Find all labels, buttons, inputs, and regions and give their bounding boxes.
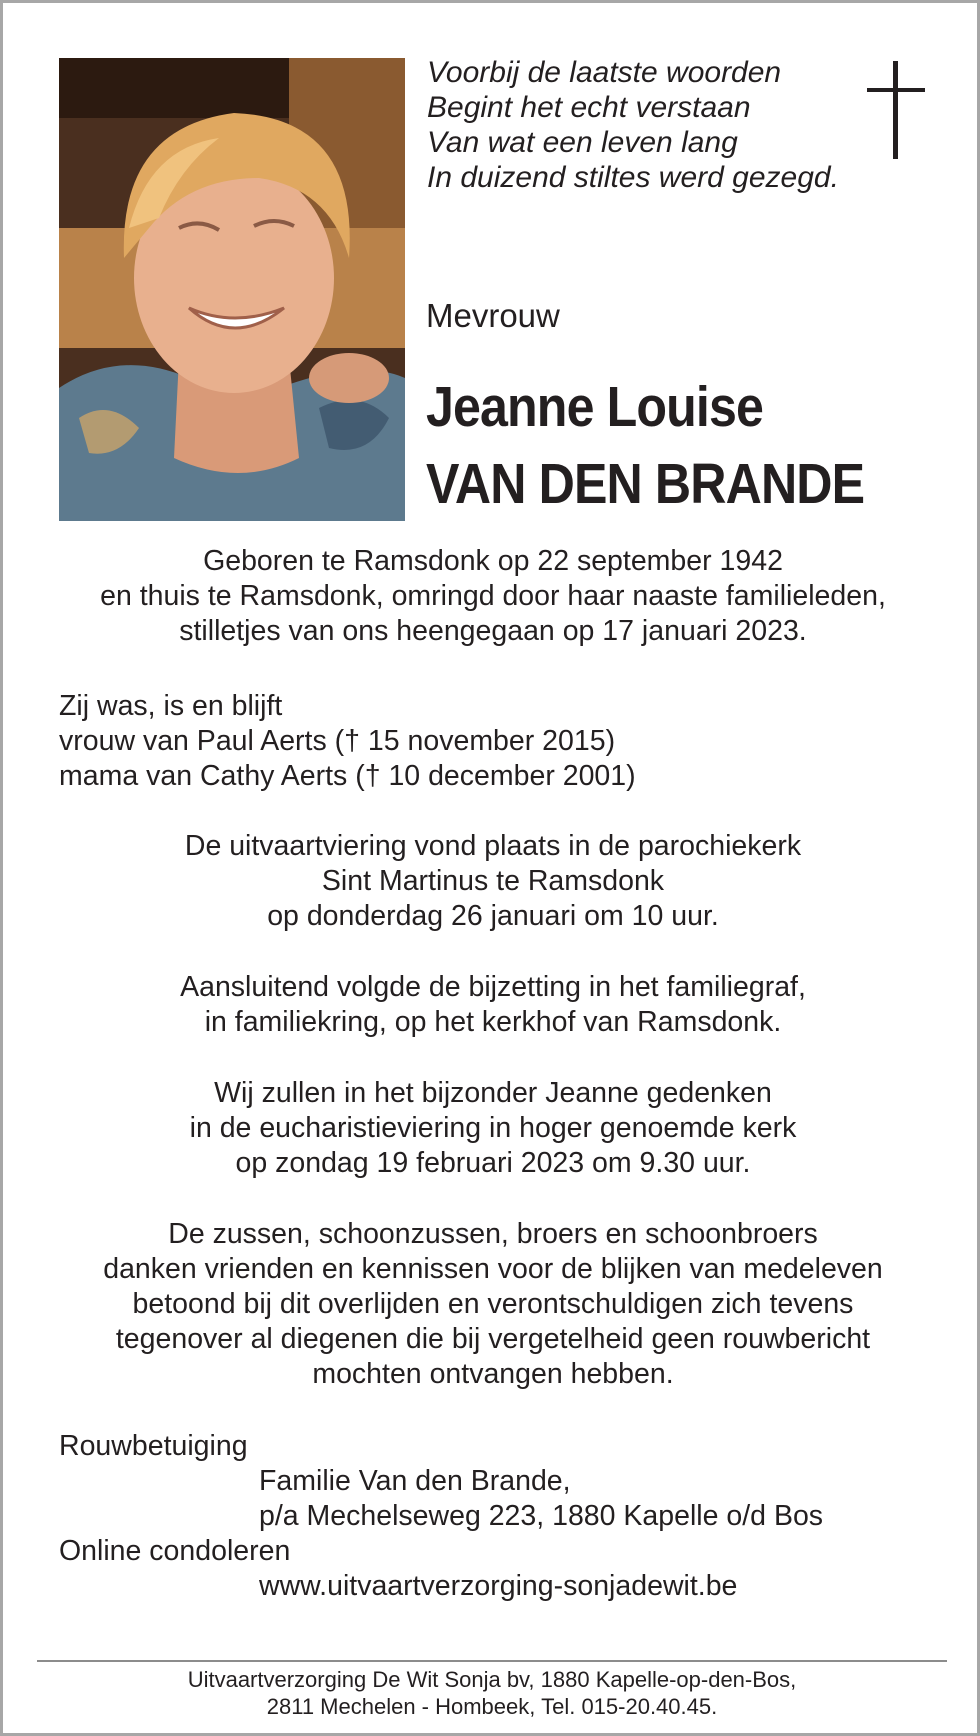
footer-divider (37, 1660, 947, 1662)
text-line: in de eucharistieviering in hoger genoemde kerk (189, 1112, 797, 1144)
poem-line: In duizend stiltes werd gezegd. (427, 161, 839, 194)
thanks-block (59, 1217, 927, 1392)
surname: VAN DEN BRANDE (426, 452, 865, 516)
text-line: en thuis te Ramsdonk, omringd door haar naaste familieleden, (100, 580, 886, 612)
text-line: De zussen, schoonzussen, broers en schoonbroers (168, 1218, 818, 1250)
poem (427, 55, 839, 195)
footer-line: 2811 Mechelen - Hombeek, Tel. 015-20.40.45. (266, 1694, 718, 1719)
text-line: mochten ontvangen hebben. (312, 1358, 674, 1390)
portrait-illustration (59, 58, 405, 521)
address-street: p/a Mechelseweg 223, 1880 Kapelle o/d Bos (259, 1500, 824, 1532)
website-link[interactable]: www.uitvaartverzorging-sonjadewit.be (259, 1570, 738, 1602)
text-line: tegenover al diegenen die bij vergetelheid geen rouwbericht (115, 1323, 871, 1355)
contact-block (59, 1429, 927, 1604)
footer-line: Uitvaartverzorging De Wit Sonja bv, 1880 Kapelle-op-den-Bos, (187, 1667, 797, 1692)
poem-line: Voorbij de laatste woorden (427, 56, 782, 89)
text-line: op donderdag 26 januari om 10 uur. (267, 900, 719, 932)
text-line: Sint Martinus te Ramsdonk (321, 865, 665, 897)
text-line: danken vrienden en kennissen voor de blijken van medeleven (103, 1253, 883, 1285)
poem-line: Van wat een leven lang (427, 126, 738, 159)
birth-death-block (59, 544, 927, 649)
footer (37, 1666, 947, 1720)
poem-line: Begint het echt verstaan (427, 91, 751, 124)
burial-block (59, 970, 927, 1040)
text-line: op zondag 19 februari 2023 om 9.30 uur. (235, 1147, 751, 1179)
memorial-block (59, 1076, 927, 1181)
condolence-label: Rouwbetuiging (59, 1430, 248, 1462)
funeral-block (59, 829, 927, 934)
text-line: mama van Cathy Aerts († 10 december 2001) (59, 760, 636, 792)
cross-icon (867, 61, 925, 159)
text-line: Geboren te Ramsdonk op 22 september 1942 (203, 545, 783, 577)
text-line: vrouw van Paul Aerts († 15 november 2015) (59, 725, 616, 757)
text-line: Zij was, is en blijft (59, 690, 283, 722)
text-line: De uitvaartviering vond plaats in de parochiekerk (184, 830, 802, 862)
online-condolence-label: Online condoleren (59, 1535, 291, 1567)
text-line: stilletjes van ons heengegaan op 17 januari 2023. (179, 615, 807, 647)
deceased-name (426, 369, 864, 523)
text-line: in familiekring, op het kerkhof van Ramsdonk. (204, 1006, 782, 1038)
relations-block (59, 689, 927, 794)
text-line: Aansluitend volgde de bijzetting in het familiegraf, (180, 971, 806, 1003)
first-names: Jeanne Louise (426, 375, 764, 439)
text-line: betoond bij dit overlijden en verontschuldigen zich tevens (132, 1288, 854, 1320)
salutation: Mevrouw (426, 297, 560, 334)
portrait-photo (59, 58, 405, 521)
address-name: Familie Van den Brande, (259, 1465, 571, 1497)
text-line: Wij zullen in het bijzonder Jeanne gedenken (214, 1077, 772, 1109)
